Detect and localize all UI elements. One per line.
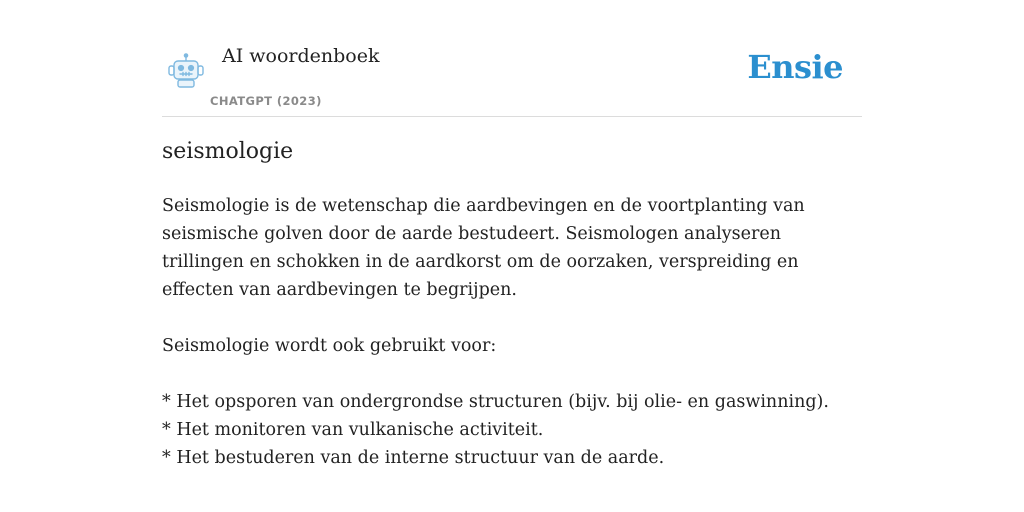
entry-term: seismologie	[162, 139, 294, 164]
uses-list	[162, 388, 862, 472]
entry-definition	[162, 192, 862, 472]
definition-paragraph: Seismologie is de wetenschap die aardbevingen en de voortplanting van seismische golven door de aarde bestudeert. Seismologen analyseren trillingen en schokken in de aardkorst om de oorzaken, verspreiding en effecten van aardbevingen te begrijpen.	[162, 196, 805, 300]
list-item: * Het bestuderen van de interne structuur van de aarde.	[162, 448, 665, 468]
entry-header	[162, 0, 862, 117]
entry-card	[162, 0, 862, 512]
list-item: * Het opsporen van ondergrondse structuren (bijv. bij olie- en gaswinning).	[162, 392, 829, 412]
dictionary-name[interactable]: AI woordenboek	[222, 45, 380, 67]
list-item: * Het monitoren van vulkanische activiteit.	[162, 420, 544, 440]
uses-intro: Seismologie wordt ook gebruikt voor:	[162, 336, 497, 356]
robot-icon	[166, 53, 206, 89]
source-label: CHATGPT (2023)	[210, 94, 322, 108]
ensie-logo[interactable]: Ensie	[747, 48, 843, 86]
